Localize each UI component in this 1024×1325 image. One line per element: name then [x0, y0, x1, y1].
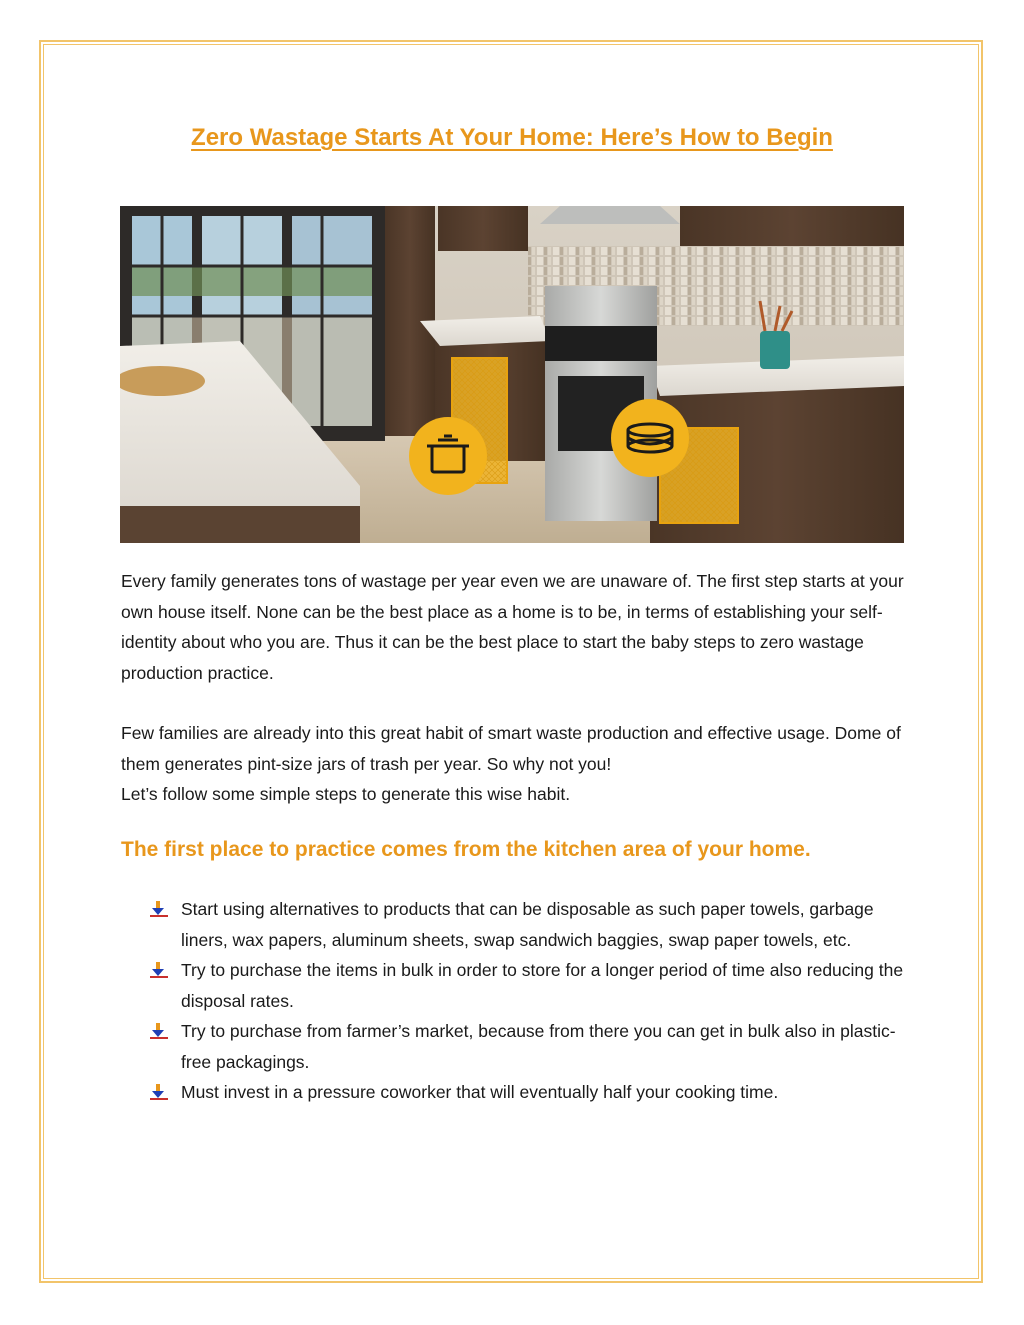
tip-text: Must invest in a pressure coworker that will eventually half your cooking time. [181, 1082, 779, 1102]
page-title: Zero Wastage Starts At Your Home: Here’s How to Begin [191, 124, 833, 151]
families-paragraph-block [121, 718, 911, 810]
tips-list [150, 894, 910, 1108]
arrow-bullet-icon [150, 1084, 168, 1100]
intro-paragraph: Every family generates tons of wastage per year even we are unaware of. The first step starts at your own house itself. None can be the best place as a home is to be, in terms of establishing your self-identity about who you are. Thus it can be the best place to start the baby steps to zero wastage production practice. [121, 571, 904, 683]
kitchen-hero-image [120, 206, 904, 543]
arrow-bullet-icon [150, 1023, 168, 1039]
follow-steps-line: Let’s follow some simple steps to generate this wise habit. [121, 784, 571, 804]
kitchen-subheading: The first place to practice comes from the kitchen area of your home. [121, 838, 811, 861]
list-item [150, 955, 910, 1016]
list-item [150, 1077, 910, 1108]
arrow-bullet-icon [150, 962, 168, 978]
list-item [150, 894, 910, 955]
families-paragraph: Few families are already into this great habit of smart waste production and effective usage. Dome of them generates pint-size jars of trash per year. So why not you! [121, 723, 901, 774]
tip-text: Try to purchase the items in bulk in order to store for a longer period of time also reducing the disposal rates. [181, 960, 904, 1011]
arrow-bullet-icon [150, 901, 168, 917]
tip-text: Start using alternatives to products that can be disposable as such paper towels, garbage liners, wax papers, aluminum sheets, swap sandwich baggies, swap paper towels, etc. [181, 899, 874, 950]
list-item [150, 1016, 910, 1077]
tip-text: Try to purchase from farmer’s market, because from there you can get in bulk also in plastic-free packagings. [181, 1021, 896, 1072]
